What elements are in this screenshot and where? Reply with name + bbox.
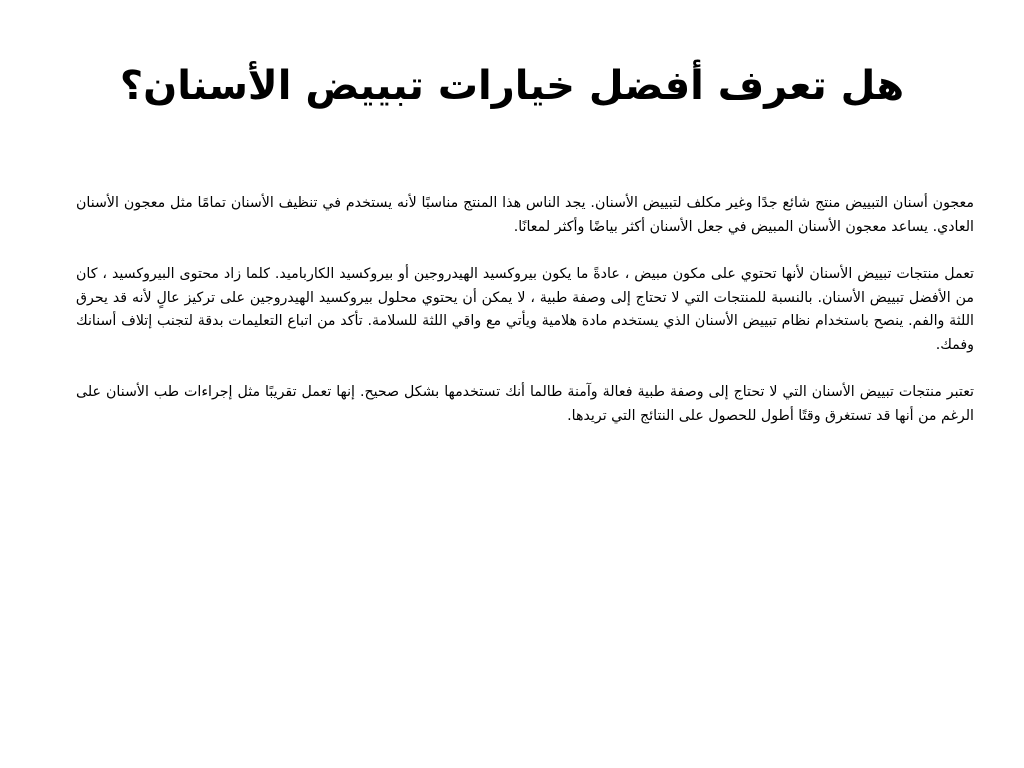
paragraph-toothpaste: معجون أسنان التبييض منتج شائع جدًا وغير مكلف لتبييض الأسنان. يجد الناس هذا المنتج مناسبًا لأنه يستخدم في تنظيف الأسنان تمامًا مثل معجون الأسنان العادي. يساعد معجون الأسنان المبيض في جعل الأسنان أكثر بياضًا وأكثر لمعانًا. <box>76 195 974 235</box>
slide-body <box>76 192 974 428</box>
paragraph-otc-products: تعتبر منتجات تبييض الأسنان التي لا تحتاج إلى وصفة طبية فعالة وآمنة طالما أنك تستخدمها بشكل صحيح. إنها تعمل تقريبًا مثل إجراءات طب الأسنان على الرغم من أنها قد تستغرق وقتًا أطول للحصول على النتائج التي تريدها. <box>76 384 974 424</box>
paragraph-peroxide: تعمل منتجات تبييض الأسنان لأنها تحتوي على مكون مبيض ، عادةً ما يكون بيروكسيد الهيدروجين أو بيروكسيد الكارباميد. كلما زاد محتوى البيروكسيد ، كان من الأفضل تبييض الأسنان. بالنسبة للمنتجات التي لا تحتاج إلى وصفة طبية ، لا يمكن أن يحتوي محلول بيروكسيد الهيدروجين على تركيز عالٍ لأنه قد يحرق اللثة والفم. ينصح باستخدام نظام تبييض الأسنان الذي يستخدم مادة هلامية ويأتي مع واقي اللثة للسلامة. تأكد من اتباع التعليمات بدقة لتجنب إتلاف أسنانك وفمك. <box>76 266 974 353</box>
slide-title: هل تعرف أفضل خيارات تبييض الأسنان؟ <box>119 63 905 109</box>
